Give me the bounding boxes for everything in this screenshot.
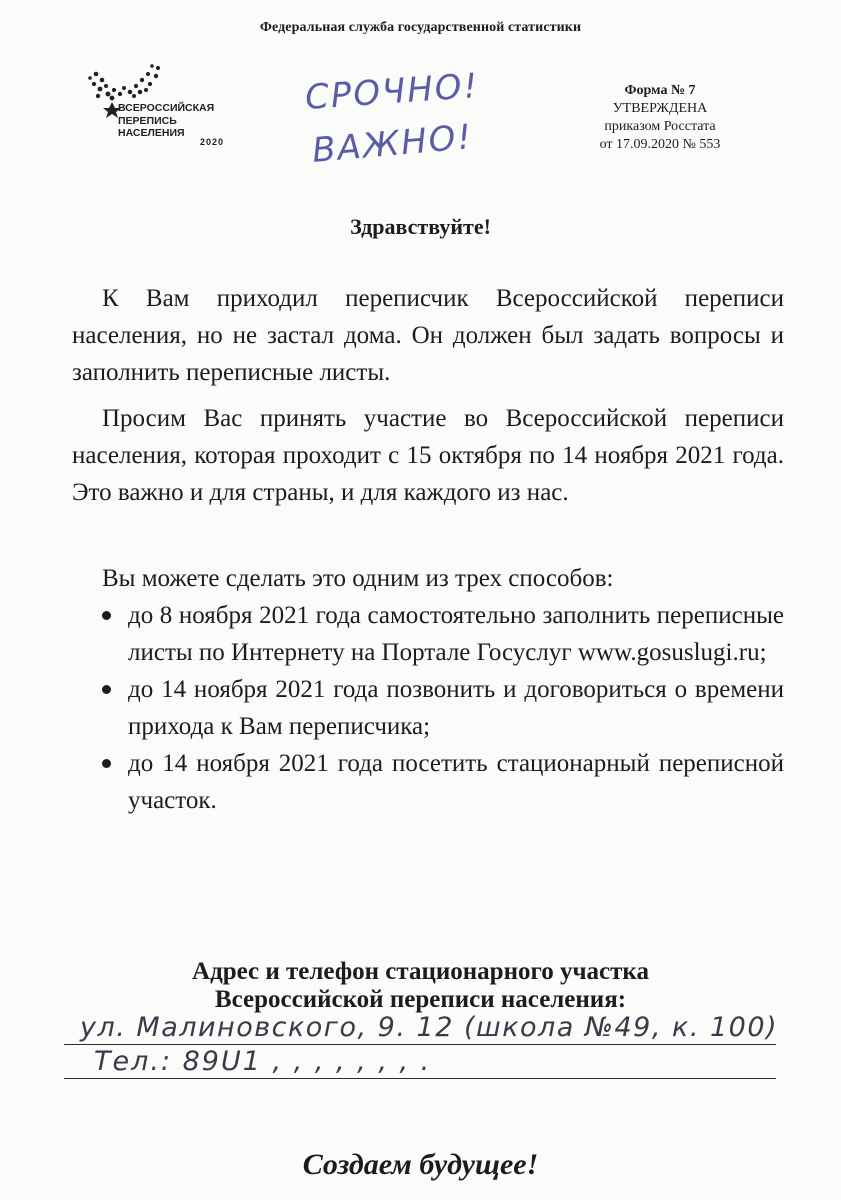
logo-dot [104,84,108,88]
bullet-icon [102,611,111,620]
handwritten-urgent: СРОЧНО! [303,65,481,119]
form-number: Форма № 7 [624,83,696,98]
logo-dot [138,90,143,95]
logo-dot [118,92,122,96]
phone-line [64,1078,776,1079]
option-text: до 8 ноября 2021 года самостоятельно заполнить переписные листы по Интернету на Портале Госуслуг www.gosuslugi.ru; [128,602,784,666]
logo-dot [106,92,111,97]
agency-name: Федеральная служба государственной статистики [259,20,582,35]
logo-dot [88,76,92,80]
logo-line: ВСЕРОССИЙСКАЯ [118,102,215,114]
greeting: Здравствуйте! [350,214,491,239]
bullet-icon [102,759,111,768]
options-list [72,597,784,819]
logo-text [118,102,214,140]
logo-dot [96,94,100,98]
logo-dot [132,94,136,98]
form-approval-block [560,82,760,154]
list-item [72,597,784,671]
logo-dot [112,88,116,92]
list-item [72,745,784,819]
form-approved: УТВЕРЖДЕНА [612,101,708,116]
handwritten-important: ВАЖНО! [310,117,475,171]
logo-dot [144,88,148,92]
logo-year: 2020 [200,137,225,147]
handwritten-address: ул. Малиновского, 9. 12 (школа №49, к. 100) [80,1012,779,1043]
bullet-icon [102,685,111,694]
form-order: приказом Росстата [604,119,716,134]
logo-line: ПЕРЕПИСЬ [118,114,177,127]
form-date: от 17.09.2020 № 553 [599,137,721,152]
paragraph-request: Просим Вас принять участие во Всероссийской переписи населения, которая проходит с 15 октября по 14 ноября 2021 года. Это важно и для страны, и для каждого из нас. [72,405,784,506]
list-item [72,671,784,745]
logo-dot [140,78,144,82]
address-title-line: Адрес и телефон стационарного участка [192,958,649,985]
logo-dot [134,84,138,88]
handwritten-phone: Тел.: 89U1 , , , , , , , . [94,1046,432,1077]
logo-dot [98,87,103,92]
motto: Создаем будущее! [302,1148,539,1181]
logo-dot [148,82,152,86]
address-line [64,1044,776,1045]
logo-dot [154,74,158,78]
logo-dot [156,66,160,70]
option-text: до 14 ноября 2021 года позвонить и договориться о времени прихода к Вам переписчика; [128,676,784,740]
logo-line: НАСЕЛЕНИЯ [118,127,185,139]
logo-dot [128,90,133,95]
logo-dot [122,86,126,90]
paragraph-methods: Вы можете сделать это одним из трех способов: [102,565,614,592]
logo-dot [150,64,154,68]
option-text: до 14 ноября 2021 года посетить стационарный переписной участок. [128,750,784,814]
logo-dot [100,78,105,83]
address-title-line: Всероссийской переписи населения: [214,986,627,1013]
address-title [0,958,841,1014]
logo-dot [92,82,96,86]
paragraph-intro: К Вам приходил переписчик Всероссийской переписи населения, но не застал дома. Он должен был задать вопросы и заполнить переписные листы. [72,285,784,386]
logo-dot [110,96,115,101]
logo-dot [94,72,99,77]
logo-dot [146,72,150,76]
